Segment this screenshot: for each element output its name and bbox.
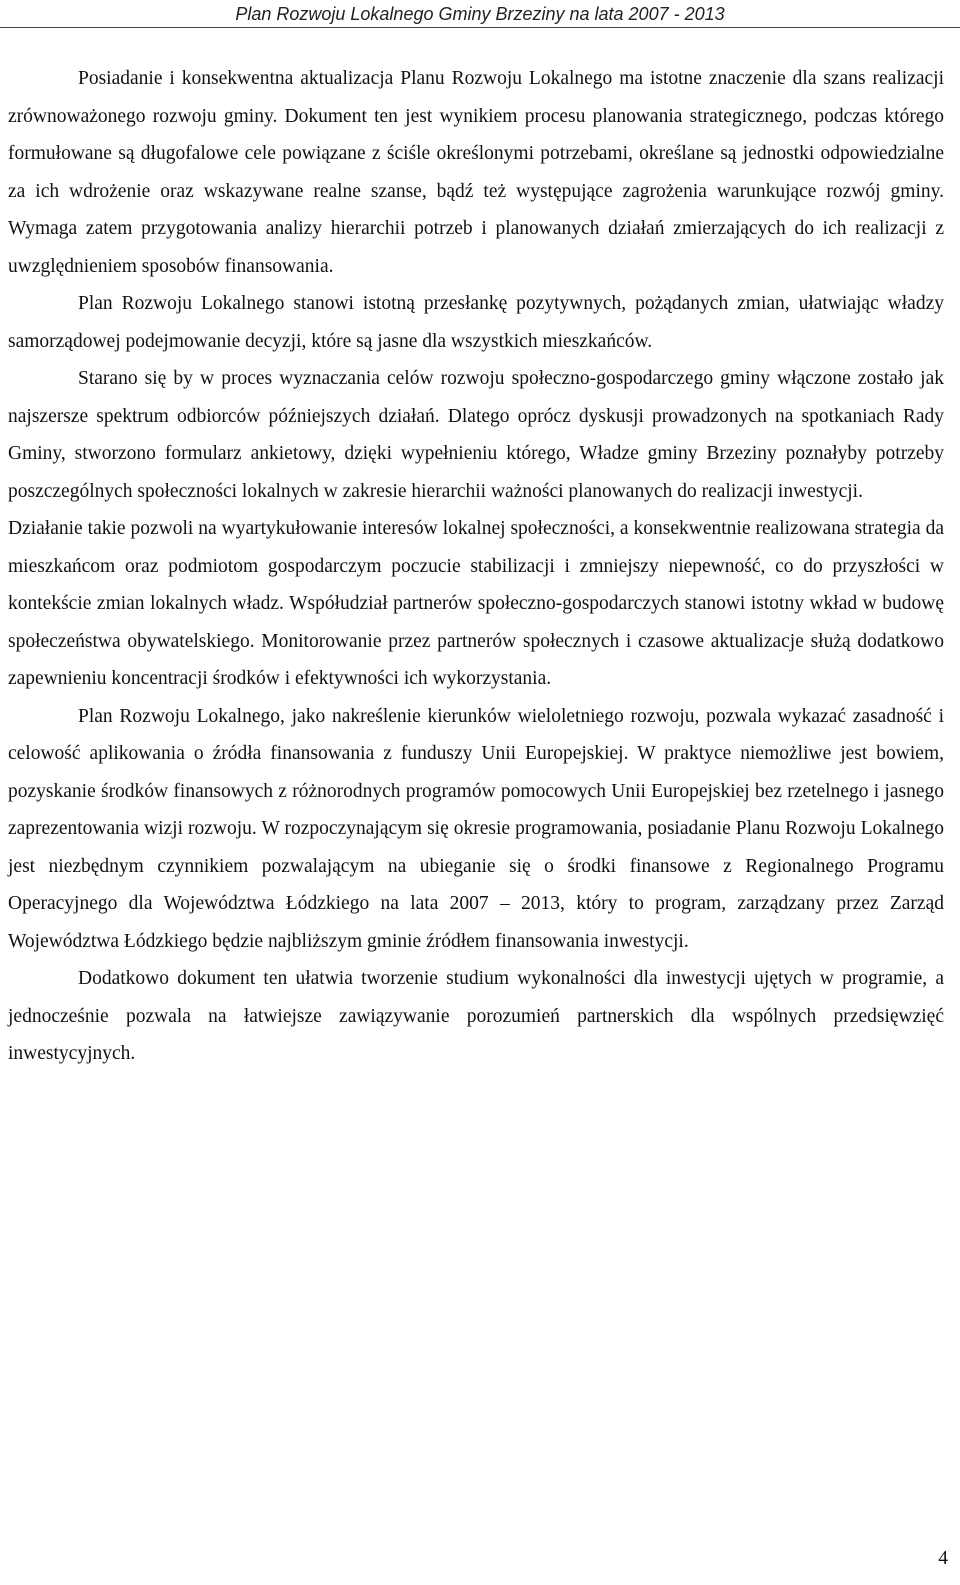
document-title: Plan Rozwoju Lokalnego Gminy Brzeziny na lata 2007 - 2013 bbox=[235, 4, 725, 24]
paragraph: Plan Rozwoju Lokalnego stanowi istotną przesłankę pozytywnych, pożądanych zmian, ułatwiając władzy samorządowej podejmowanie decyzji, które są jasne dla wszystkich mieszkańców. bbox=[8, 293, 944, 352]
running-header bbox=[0, 0, 960, 26]
paragraph: Starano się by w proces wyznaczania celów rozwoju społeczno-gospodarczego gminy włączone zostało jak najszersze spektrum odbiorców późniejszych działań. Dlatego oprócz dyskusji prowadzonych na spotkaniach Rady Gminy, stworzono formularz ankietowy, dzięki wypełnieniu którego, Władze gminy Brzeziny poznałyby potrzeby poszczególnych społeczności lokalnych w zakresie hierarchii ważności planowanych do realizacji inwestycji. bbox=[8, 368, 944, 502]
paragraph: Posiadanie i konsekwentna aktualizacja Planu Rozwoju Lokalnego ma istotne znaczenie dla szans realizacji zrównoważonego rozwoju gminy. Dokument ten jest wynikiem procesu planowania strategicznego, podczas którego formułowane są długofalowe cele powiązane z ściśle określonymi potrzebami, określane są jednostki odpowiedzialne za ich wdrożenie oraz wskazywane realne szanse, bądź też występujące zagrożenia warunkujące rozwój gminy. Wymaga zatem przygotowania analizy hierarchii potrzeb i planowanych działań zmierzających do ich realizacji z uwzględnieniem sposobów finansowania. bbox=[8, 68, 944, 277]
page-body bbox=[8, 60, 944, 1073]
paragraph: Plan Rozwoju Lokalnego, jako nakreślenie kierunków wieloletniego rozwoju, pozwala wykazać zasadność i celowość aplikowania o źródła finansowania z funduszy Unii Europejskiej. W praktyce niemożliwe jest bowiem, pozyskanie środków finansowych z różnorodnych programów pomocowych Unii Europejskiej bez rzetelnego i jasnego zaprezentowania wizji rozwoju. W rozpoczynającym się okresie programowania, posiadanie Planu Rozwoju Lokalnego jest niezbędnym czynnikiem pozwalającym na ubieganie się o środki finansowe z Regionalnego Programu Operacyjnego dla Województwa Łódzkiego na lata 2007 – 2013, który to program, zarządzany przez Zarząd Województwa Łódzkiego będzie najbliższym gminie źródłem finansowania inwestycji. bbox=[8, 705, 944, 952]
paragraph: Działanie takie pozwoli na wyartykułowanie interesów lokalnej społeczności, a konsekwentnie realizowana strategia da mieszkańcom oraz podmiotom gospodarczym poczucie stabilizacji i zmniejszy niepewność, co do przyszłości w kontekście zmian lokalnych władz. Współudział partnerów społeczno-gospodarczych stanowi istotny wkład w budowę społeczeństwa obywatelskiego. Monitorowanie przez partnerów społecznych i czasowe aktualizacje służą dodatkowo zapewnieniu koncentracji środków i efektywności ich wykorzystania. bbox=[8, 518, 944, 689]
paragraph: Dodatkowo dokument ten ułatwia tworzenie studium wykonalności dla inwestycji ujętych w programie, a jednocześnie pozwala na łatwiejsze zawiązywanie porozumień partnerskich dla wspólnych przedsięwzięć inwestycyjnych. bbox=[8, 968, 944, 1064]
header-rule bbox=[0, 27, 960, 28]
page-number: 4 bbox=[938, 1548, 948, 1569]
